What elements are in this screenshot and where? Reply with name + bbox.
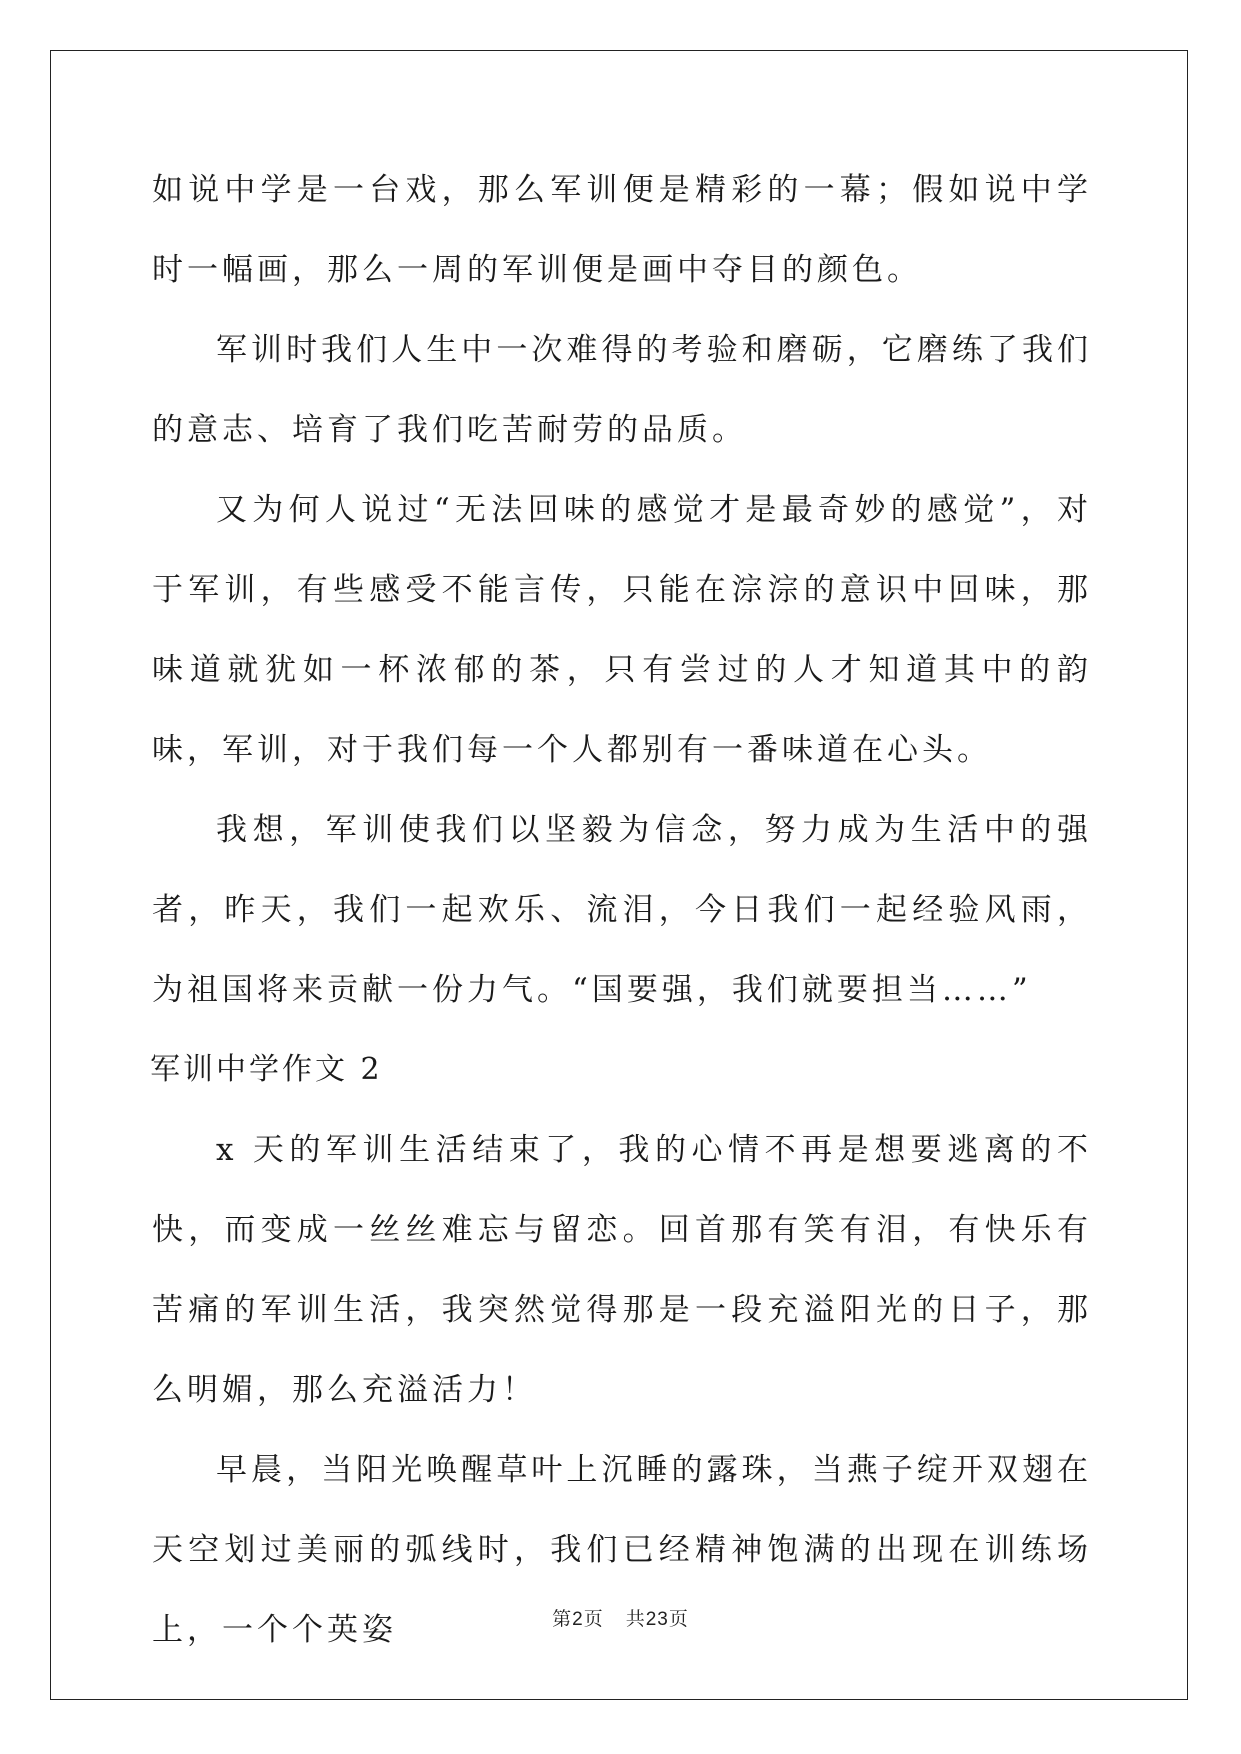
page-suffix: 页 xyxy=(583,1608,604,1630)
page-footer xyxy=(0,1604,1241,1631)
paragraph: 如说中学是一台戏，那么军训便是精彩的一幕；假如说中学时一幅画，那么一周的军训便是画中夺目的颜色。 xyxy=(152,172,1092,288)
paragraph: 又为何人说过“无法回味的感觉才是最奇妙的感觉”，对于军训，有些感受不能言传，只能在淙淙的意识中回味，那味道就犹如一杯浓郁的茶，只有尝过的人才知道其中的韵味，军训，对于我们每一个人都别有一番味道在心头。 xyxy=(152,492,1092,768)
total-prefix: 共 xyxy=(625,1608,646,1630)
paragraph: 我想，军训使我们以坚毅为信念，努力成为生活中的强者，昨天，我们一起欢乐、流泪，今日我们一起经验风雨，为祖国将来贡献一份力气。“国要强，我们就要担当……” xyxy=(152,812,1092,1008)
page-prefix: 第 xyxy=(552,1608,573,1630)
total-pages: 23 xyxy=(645,1609,669,1630)
page-number: 2 xyxy=(572,1609,584,1630)
paragraph: x 天的军训生活结束了，我的心情不再是想要逃离的不快，而变成一丝丝难忘与留恋。回首那有笑有泪，有快乐有苦痛的军训生活，我突然觉得那是一段充溢阳光的日子，那么明媚，那么充溢活力！ xyxy=(152,1132,1092,1408)
paragraph: 军训时我们人生中一次难得的考验和磨砺，它磨练了我们的意志、培育了我们吃苦耐劳的品质。 xyxy=(152,332,1092,448)
paragraph: 早晨，当阳光唤醒草叶上沉睡的露珠，当燕子绽开双翅在天空划过美丽的弧线时，我们已经精神饱满的出现在训练场上，一个个英姿 xyxy=(152,1452,1092,1648)
total-suffix: 页 xyxy=(668,1608,689,1630)
section-heading: 军训中学作文 2 xyxy=(150,1052,383,1087)
document-body xyxy=(152,150,1092,1670)
